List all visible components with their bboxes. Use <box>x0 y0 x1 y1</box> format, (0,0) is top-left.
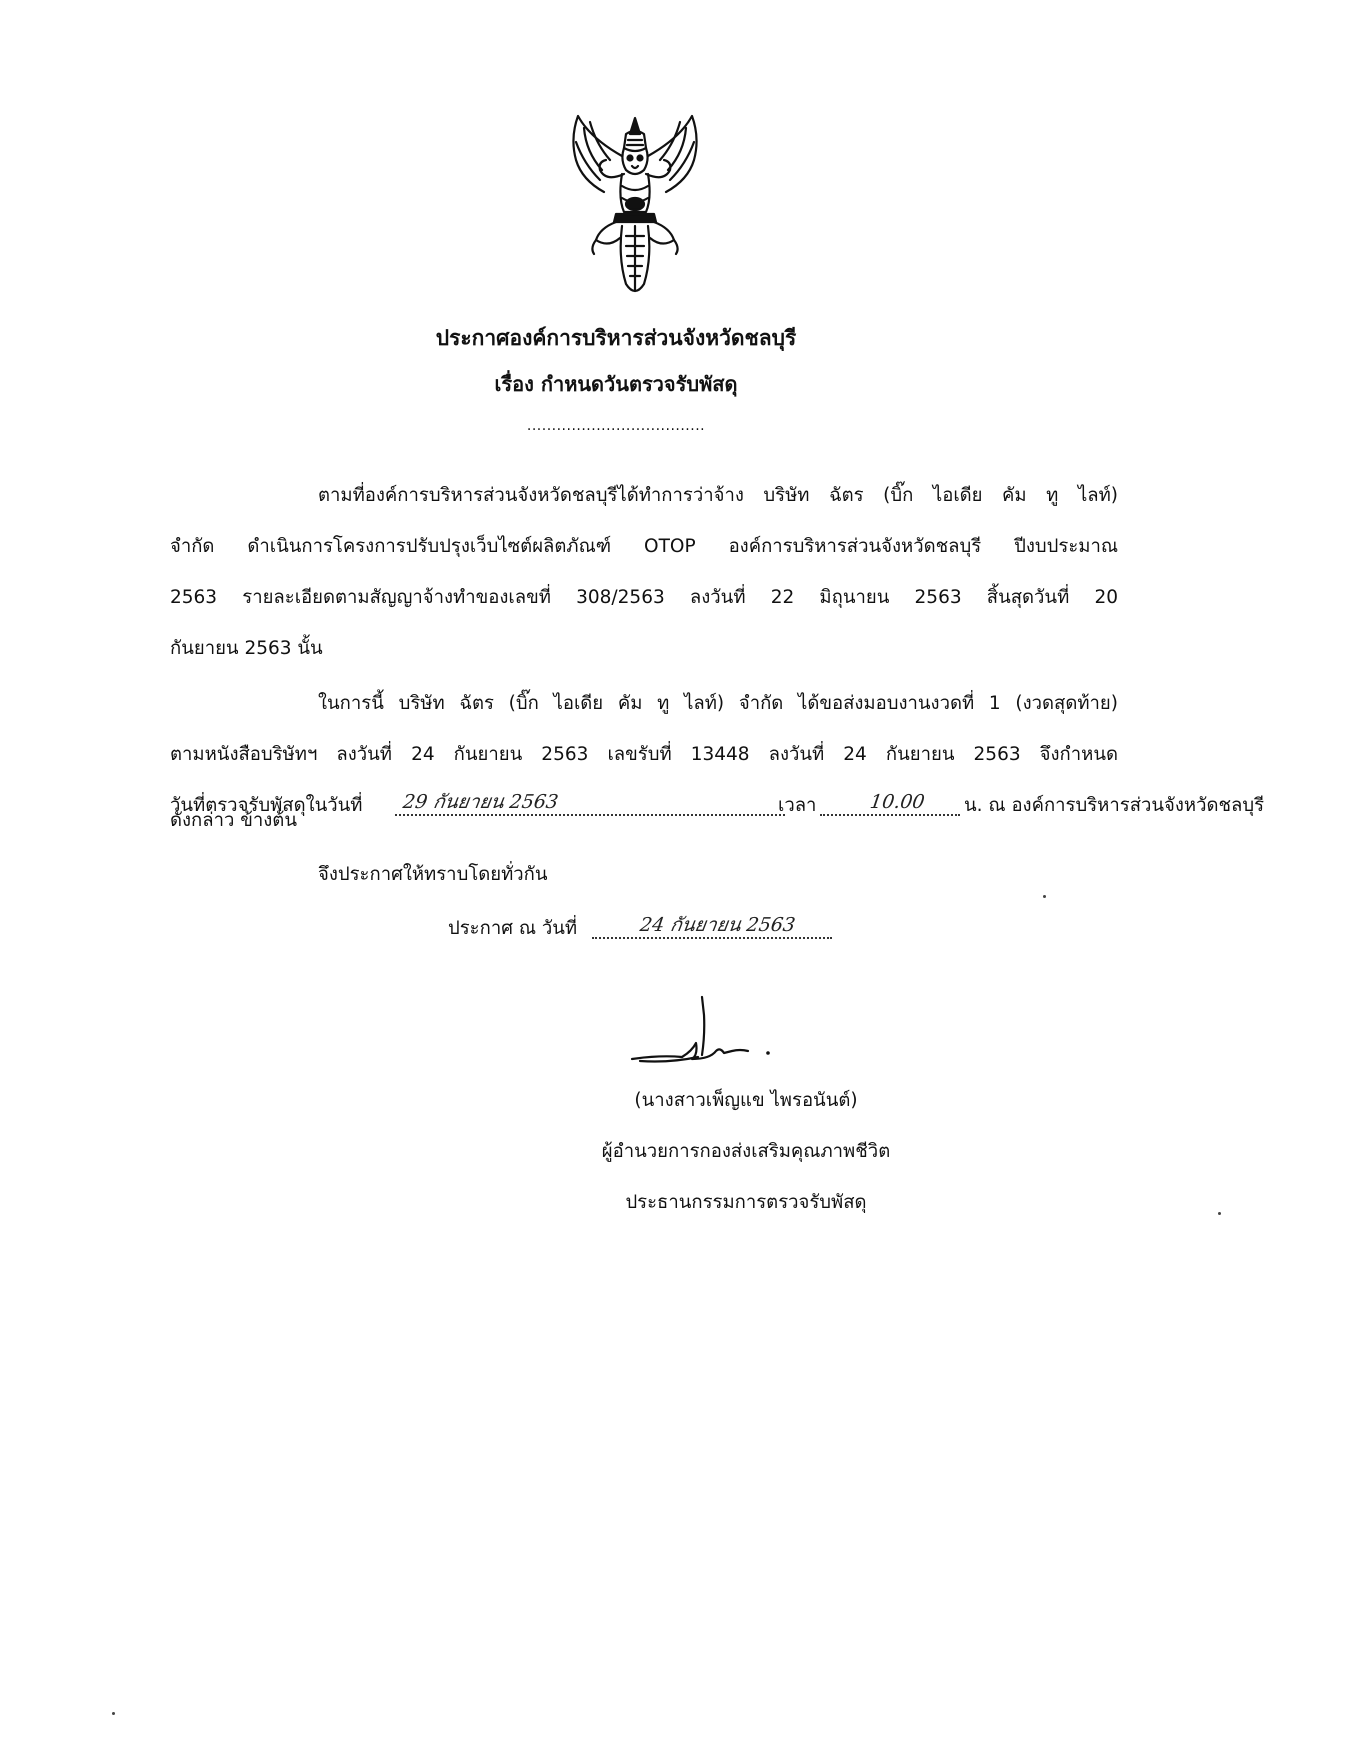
inspection-time-field <box>820 791 960 816</box>
announcement-subject: เรื่อง กำหนดวันตรวจรับพัสดุ <box>494 372 738 396</box>
inspection-date-label: วันที่ตรวจรับพัสดุในวันที่ <box>170 795 363 816</box>
garuda-emblem-icon <box>560 108 710 304</box>
inspection-location-text: น. ณ องค์การบริหารส่วนจังหวัดชลบุรี <box>964 795 1265 816</box>
scan-speck <box>1218 1212 1221 1215</box>
inspection-date-field <box>395 791 785 816</box>
scan-speck <box>112 1712 115 1715</box>
paragraph-2-line-2: ตามหนังสือบริษัทฯ ลงวันที่ 24 กันยายน 2563 เลขรับที่ 13448 ลงวันที่ 24 กันยายน 2563 จึงกำหนด <box>170 744 1118 765</box>
paragraph-2-line-1: ในการนี้ บริษัท ฉัตร (บิ๊ก ไอเดีย คัม ทู ไลท์) จำกัด ได้ขอส่งมอบงานงวดที่ 1 (งวดสุดท้าย) <box>318 693 1118 714</box>
announce-date-field <box>592 914 832 939</box>
signatory-name: (นางสาวเพ็ญแข ไพรอนันต์) <box>634 1090 858 1111</box>
closing-statement: จึงประกาศให้ทราบโดยทั่วกัน <box>318 864 548 885</box>
announcement-title: ประกาศองค์การบริหารส่วนจังหวัดชลบุรี <box>435 326 797 350</box>
paragraph-1-line-4: กันยายน 2563 นั้น <box>170 638 323 659</box>
announce-date-label: ประกาศ ณ วันที่ <box>448 918 578 939</box>
paragraph-2-line-4: ดังกล่าว ข้างต้น <box>170 810 297 831</box>
announce-date-handwritten: 24 กันยายน 2563 <box>638 914 797 936</box>
inspection-time-handwritten: 10.00 <box>868 791 927 813</box>
signatory-role: ประธานกรรมการตรวจรับพัสดุ <box>625 1192 867 1213</box>
inspection-time-label: เวลา <box>778 795 817 816</box>
separator-dots: .................................... <box>526 418 706 434</box>
scan-speck <box>1043 895 1046 898</box>
announce-date-line <box>448 900 848 940</box>
signature-mark <box>620 995 790 1075</box>
paragraph-1-line-1: ตามที่องค์การบริหารส่วนจังหวัดชลบุรีได้ทำการว่าจ้าง บริษัท ฉัตร (บิ๊ก ไอเดีย คัม ทู ไลท์) <box>318 485 1118 506</box>
inspection-date-handwritten: 29 กันยายน 2563 <box>401 791 560 813</box>
signatory-position: ผู้อำนวยการกองส่งเสริมคุณภาพชีวิต <box>601 1141 891 1162</box>
paragraph-1-line-3: 2563 รายละเอียดตามสัญญาจ้างทำของเลขที่ 308/2563 ลงวันที่ 22 มิถุนายน 2563 สิ้นสุดวันที่ 20 <box>170 587 1118 608</box>
paragraph-2-line-3 <box>170 770 1265 816</box>
paragraph-1-line-2: จำกัด ดำเนินการโครงการปรับปรุงเว็บไซต์ผลิตภัณฑ์ OTOP องค์การบริหารส่วนจังหวัดชลบุรี ปีงบประมาณ <box>170 536 1118 557</box>
